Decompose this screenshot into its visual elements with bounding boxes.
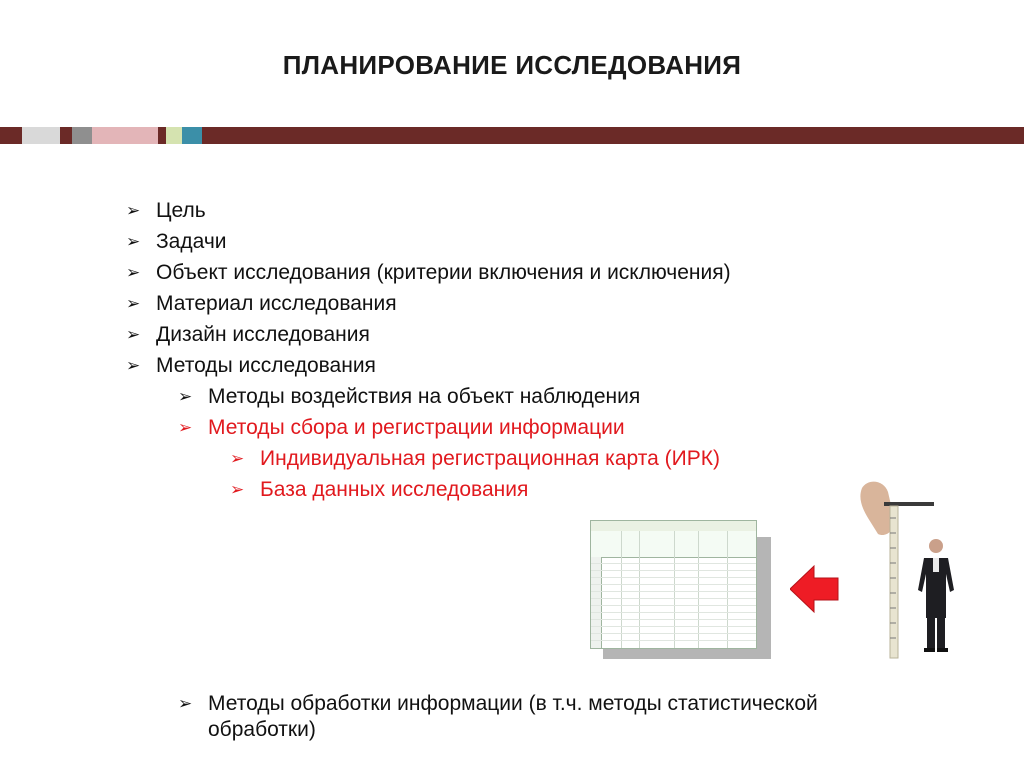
bullet-text: Дизайн исследования (156, 323, 370, 346)
sub-sub-bullet-item (230, 446, 720, 472)
bullet-item (126, 198, 206, 224)
bullet-arrow-icon: ➢ (230, 480, 245, 499)
bullet-item (126, 291, 397, 317)
bullet-text: База данных исследования (260, 478, 529, 501)
spreadsheet-gridline (591, 626, 756, 627)
spreadsheet-gridline (591, 598, 756, 599)
spreadsheet-gridline (591, 619, 756, 620)
bullet-arrow-icon: ➢ (126, 356, 141, 375)
spreadsheet-gridline (591, 584, 756, 585)
bullet-text: Объект исследования (критерии включения и исключения) (156, 261, 731, 284)
sub-bullet-item-highlighted (178, 415, 625, 441)
bullet-arrow-icon: ➢ (126, 325, 141, 344)
bullet-text: Методы обработки информации (в т.ч. методы статистической обработки) (208, 692, 818, 741)
bullet-item (126, 322, 370, 348)
spreadsheet-gridline (591, 577, 756, 578)
bullet-arrow-icon: ➢ (126, 201, 141, 220)
bullet-arrow-icon: ➢ (178, 387, 193, 406)
bullet-text: Методы сбора и регистрации информации (208, 416, 625, 439)
bullet-text: Индивидуальная регистрационная карта (ИРК) (260, 447, 720, 470)
bullet-text: Методы воздействия на объект наблюдения (208, 385, 641, 408)
person-measured-image (858, 478, 978, 668)
sub-bullet-item (178, 384, 640, 410)
spreadsheet-gridline (639, 531, 640, 648)
bullet-arrow-icon: ➢ (230, 449, 245, 468)
bullet-arrow-icon: ➢ (126, 294, 141, 313)
spreadsheet-gridline (591, 591, 756, 592)
bullet-arrow-icon: ➢ (126, 263, 141, 282)
spreadsheet-image (590, 520, 757, 649)
spreadsheet-gridline (591, 640, 756, 641)
spreadsheet-gridline (621, 531, 622, 648)
sub-sub-bullet-item (230, 477, 528, 503)
bullet-item (126, 260, 731, 286)
bullet-arrow-icon: ➢ (126, 232, 141, 251)
bullet-item (126, 229, 227, 255)
slide-title: ПЛАНИРОВАНИЕ ИССЛЕДОВАНИЯ (282, 50, 742, 80)
bullet-item (126, 353, 376, 379)
spreadsheet-gridline (591, 570, 756, 571)
spreadsheet-gridline (591, 633, 756, 634)
bullet-text: Материал исследования (156, 292, 397, 315)
sub-bullet-item (178, 691, 898, 743)
spreadsheet-gridline (698, 531, 699, 648)
bullet-arrow-icon: ➢ (178, 694, 193, 713)
spreadsheet-gridline (727, 531, 728, 648)
spreadsheet-gridline (591, 612, 756, 613)
spreadsheet-gridline (591, 563, 756, 564)
spreadsheet-gridline (674, 531, 675, 648)
bullet-text: Цель (156, 199, 206, 222)
spreadsheet-gridline (591, 605, 756, 606)
bullet-arrow-icon: ➢ (178, 418, 193, 437)
left-arrow-icon (790, 563, 840, 615)
bullet-text: Методы исследования (156, 354, 376, 377)
bullet-text: Задачи (156, 230, 227, 253)
